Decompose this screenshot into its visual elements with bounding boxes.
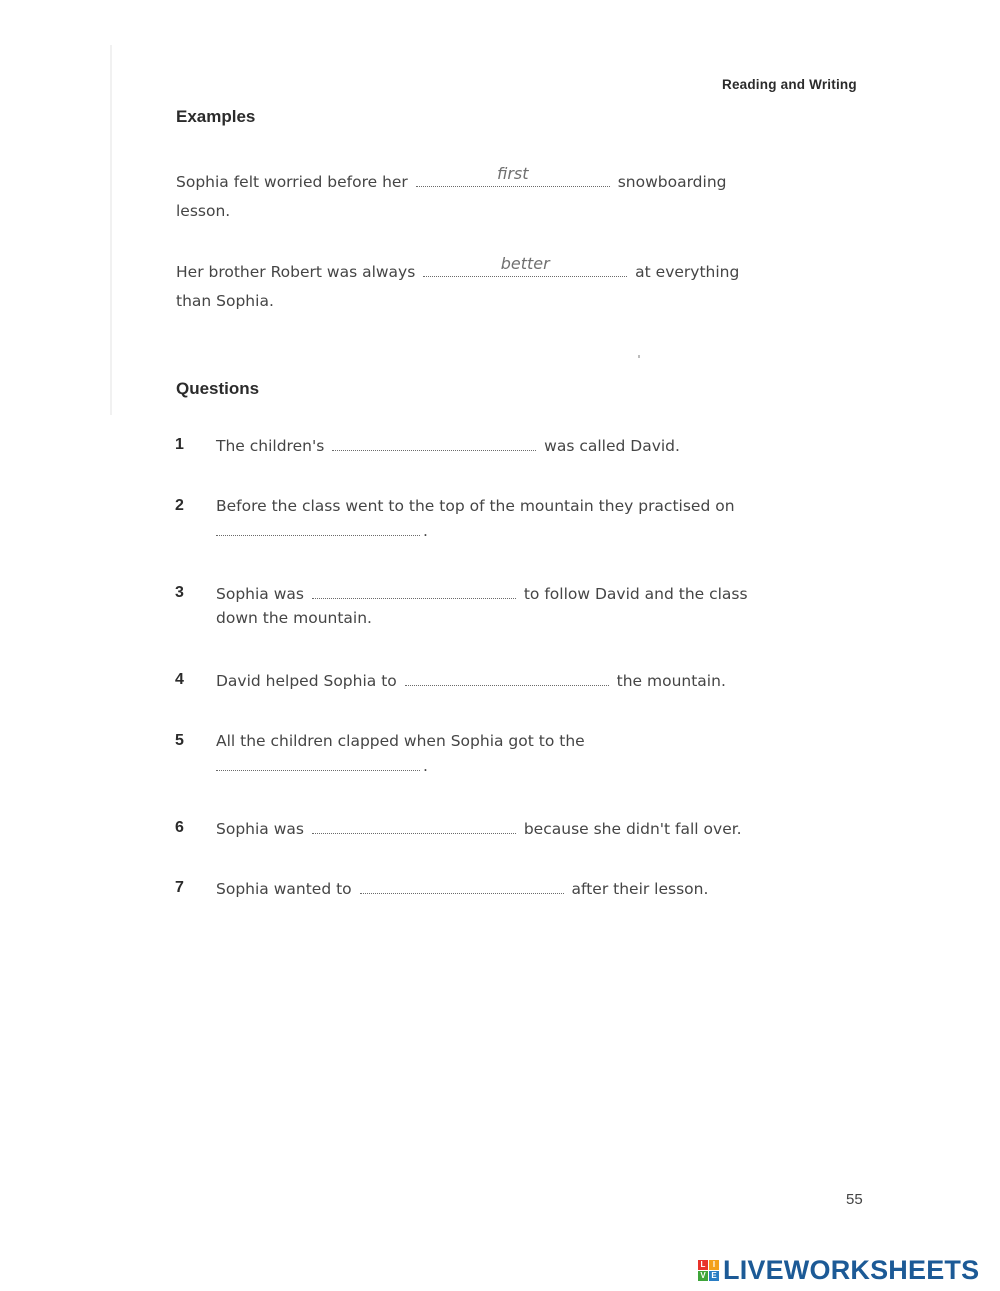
example-1-after: snowboarding bbox=[617, 173, 727, 191]
question-3-blank[interactable] bbox=[312, 584, 516, 599]
question-5-blank[interactable] bbox=[216, 756, 420, 771]
question-2-blank[interactable] bbox=[216, 521, 420, 536]
question-6-blank[interactable] bbox=[312, 819, 516, 834]
page-number: 55 bbox=[846, 1191, 863, 1208]
question-4-before: David helped Sophia to bbox=[216, 672, 397, 690]
question-5-line: All the children clapped when Sophia got to the bbox=[216, 732, 585, 750]
example-1-line bbox=[176, 164, 727, 191]
logo-mark-letter: I bbox=[709, 1260, 719, 1270]
question-6-line bbox=[216, 819, 742, 838]
liveworksheets-logo[interactable] bbox=[698, 1256, 979, 1284]
question-2-end: . bbox=[423, 522, 428, 540]
question-6-number: 6 bbox=[175, 819, 184, 836]
question-3-continuation: down the mountain. bbox=[216, 609, 372, 627]
question-1-before: The children's bbox=[216, 437, 325, 455]
example-1-before: Sophia felt worried before her bbox=[176, 173, 408, 191]
question-4-line bbox=[216, 671, 726, 690]
example-2-continuation: than Sophia. bbox=[176, 292, 274, 310]
question-2-answer-line bbox=[216, 521, 428, 540]
question-1-after: was called David. bbox=[544, 437, 680, 455]
example-1-blank bbox=[416, 164, 610, 187]
question-3-number: 3 bbox=[175, 584, 184, 601]
example-1-answer: first bbox=[496, 164, 529, 183]
question-3-line bbox=[216, 584, 748, 603]
section-header: Reading and Writing bbox=[722, 77, 857, 92]
question-4-number: 4 bbox=[175, 671, 184, 688]
question-3-after: to follow David and the class bbox=[523, 585, 748, 603]
example-2-blank bbox=[423, 254, 627, 277]
question-5-number: 5 bbox=[175, 732, 184, 749]
example-1-continuation: lesson. bbox=[176, 202, 231, 220]
question-4-blank[interactable] bbox=[405, 671, 609, 686]
example-2-after: at everything bbox=[635, 263, 740, 281]
question-7-blank[interactable] bbox=[360, 879, 564, 894]
question-7-before: Sophia wanted to bbox=[216, 880, 352, 898]
question-1-blank[interactable] bbox=[332, 436, 536, 451]
question-1-line bbox=[216, 436, 680, 455]
question-5-end: . bbox=[423, 757, 428, 775]
example-2-answer: better bbox=[500, 254, 550, 273]
question-7-number: 7 bbox=[175, 879, 184, 896]
examples-heading: Examples bbox=[176, 107, 256, 126]
question-3-before: Sophia was bbox=[216, 585, 304, 603]
logo-mark-letter: L bbox=[698, 1260, 708, 1270]
question-6-after: because she didn't fall over. bbox=[523, 820, 742, 838]
scan-edge-shadow bbox=[110, 45, 112, 415]
logo-mark-letter: V bbox=[698, 1271, 708, 1281]
liveworksheets-logo-icon bbox=[698, 1260, 719, 1281]
logo-mark-letter: E bbox=[709, 1271, 719, 1281]
question-7-after: after their lesson. bbox=[571, 880, 709, 898]
liveworksheets-logo-text: LIVEWORKSHEETS bbox=[723, 1254, 980, 1285]
scan-speck bbox=[638, 355, 640, 358]
question-7-line bbox=[216, 879, 708, 898]
question-4-after: the mountain. bbox=[616, 672, 726, 690]
question-6-before: Sophia was bbox=[216, 820, 304, 838]
question-1-number: 1 bbox=[175, 436, 184, 453]
example-2-line bbox=[176, 254, 740, 281]
question-2-line: Before the class went to the top of the mountain they practised on bbox=[216, 497, 735, 515]
example-2-before: Her brother Robert was always bbox=[176, 263, 416, 281]
questions-heading: Questions bbox=[176, 379, 260, 398]
question-5-answer-line bbox=[216, 756, 428, 775]
question-2-number: 2 bbox=[175, 497, 184, 514]
